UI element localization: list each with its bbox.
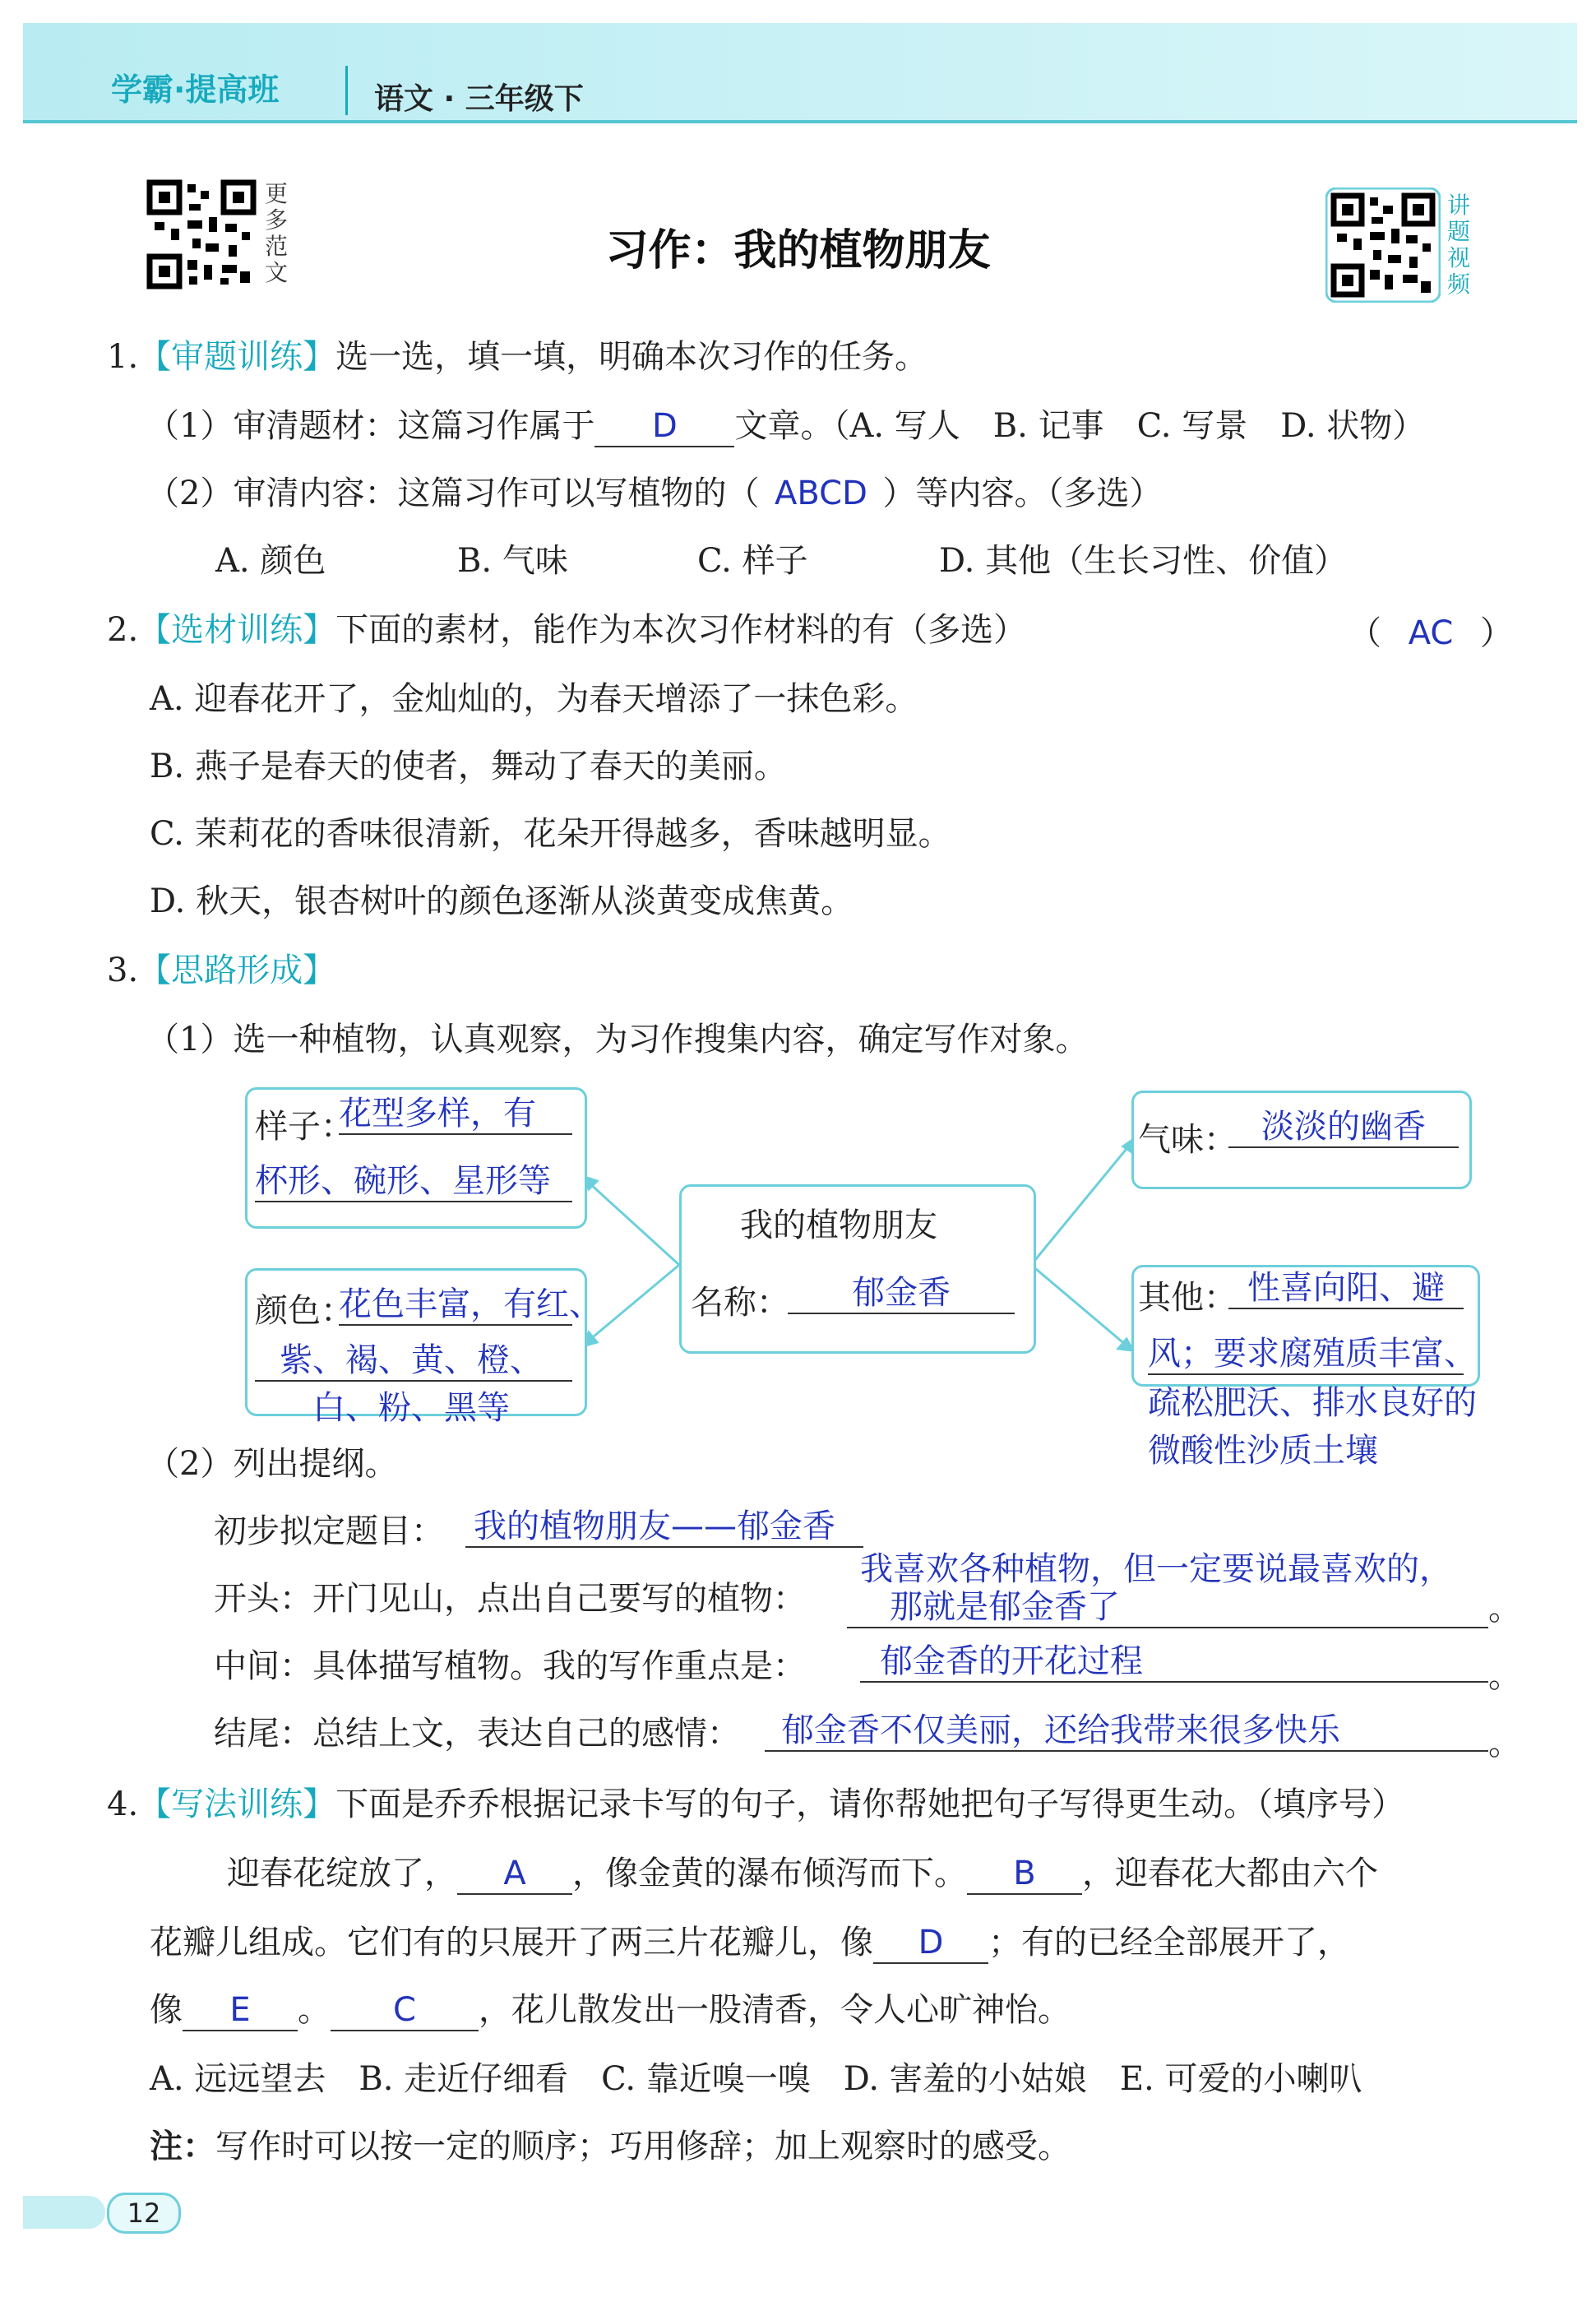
q1-option-d: D. 其他（生长习性、价值）: [939, 542, 1348, 580]
q4-text-6: 像: [150, 1991, 183, 2029]
color-answer-line3[interactable]: 白、粉、黑等: [312, 1389, 510, 1427]
other-label: 其他：: [1138, 1279, 1237, 1317]
q4-blank-4[interactable]: E: [183, 1990, 298, 2031]
q4-sentence-line1: [227, 1854, 1378, 1895]
q4-text-4: 花瓣儿组成。它们有的只展开了两三片花瓣儿，像: [150, 1924, 873, 1961]
q4-text-7: 。: [298, 1991, 331, 2029]
subject-label: 语文 · 三年级下: [374, 82, 584, 116]
q3-part2: （2）列出提纲。: [146, 1445, 398, 1483]
connector-to-shape: [589, 1183, 679, 1265]
other-answer-line2[interactable]: 风；要求腐殖质丰富、: [1148, 1334, 1464, 1375]
q2-text: 下面的素材，能作为本次习作材料的有（多选）: [335, 611, 1027, 649]
outline-opening-answer-line1[interactable]: 我喜欢各种植物，但一定要说最喜欢的，: [860, 1550, 1452, 1588]
q4-text-1: 迎春花绽放了，: [227, 1855, 457, 1892]
q4-choices: A. 远远望去 B. 走近仔细看 C. 靠近嗅一嗅 D. 害羞的小姑娘 E. 可爱的小喇叭: [150, 2060, 1362, 2098]
lecture-video-label: 讲题视频: [1447, 192, 1471, 298]
page-number-band: [23, 2196, 105, 2229]
q2-option-a: A. 迎春花开了，金灿灿的，为春天增添了一抹色彩。: [150, 680, 918, 718]
outline-opening-answer-line2[interactable]: 那就是郁金香了: [847, 1587, 1488, 1628]
note-label: 注：: [150, 2128, 215, 2165]
q1-tag: 【审题训练】: [138, 338, 336, 376]
q4-sentence-line3: [150, 1990, 1071, 2031]
color-answer-line2[interactable]: 紫、褐、黄、橙、: [255, 1341, 572, 1382]
q4-text-8: ，花儿散发出一股清香，令人心旷神怡。: [479, 1991, 1071, 2029]
other-answer-line3[interactable]: 疏松肥沃、排水良好的: [1148, 1384, 1477, 1422]
shape-label: 样子：: [255, 1108, 354, 1146]
q2-option-c: C. 茉莉花的香味很清新，花朵开得越多，香味越明显。: [150, 815, 951, 853]
q4-stem: [107, 1785, 1404, 1824]
q4-text-3: ，迎春花大都由六个: [1082, 1855, 1378, 1892]
note-text: 写作时可以按一定的顺序；巧用修辞；加上观察时的感受。: [215, 2128, 1071, 2165]
q4-blank-3[interactable]: D: [873, 1923, 988, 1964]
color-answer-line1[interactable]: 花色丰富，有红、: [339, 1285, 572, 1326]
q1-part1-options: 文章。（A. 写人 B. 记事 C. 写景 D. 状物）: [734, 407, 1426, 445]
page-title: 习作：我的植物朋友: [605, 226, 991, 276]
connector-to-other: [1031, 1265, 1126, 1345]
more-essays-label: 更多范文: [265, 180, 289, 286]
q2-paren-right: ）: [1480, 614, 1513, 652]
shape-answer-line1[interactable]: 花型多样，有: [339, 1094, 572, 1135]
q1-part2-answer[interactable]: ABCD: [775, 475, 867, 512]
q3-part1: （1）选一种植物，认真观察，为习作搜集内容，确定写作对象。: [146, 1021, 1089, 1058]
q2-paren-left: （: [1349, 614, 1381, 652]
outline-opening-label: 开头：开门见山，点出自己要写的植物：: [214, 1580, 806, 1618]
connector-to-smell: [1031, 1145, 1130, 1265]
q4-text-5: ；有的已经全部展开了，: [988, 1924, 1350, 1961]
center-name-label: 名称：: [691, 1284, 789, 1322]
outline-middle-answer[interactable]: 郁金香的开花过程: [860, 1642, 1488, 1683]
shape-answer-line2[interactable]: 杯形、碗形、星形等: [255, 1161, 572, 1202]
center-name-answer[interactable]: 郁金香: [788, 1273, 1015, 1314]
outline-title-label: 初步拟定题目：: [214, 1512, 444, 1550]
q1-option-b: B. 气味: [457, 542, 568, 580]
q4-note: [150, 2127, 1071, 2166]
outline-opening-period: 。: [1488, 1590, 1521, 1628]
outline-middle-period: 。: [1488, 1657, 1521, 1695]
q2-number: 2.: [107, 611, 139, 649]
smell-answer[interactable]: 淡淡的幽香: [1228, 1107, 1459, 1148]
q4-blank-5[interactable]: C: [331, 1990, 479, 2031]
q4-sentence-line2: [150, 1923, 1350, 1964]
connector-to-color: [589, 1265, 679, 1341]
outline-title-answer[interactable]: 我的植物朋友——郁金香: [465, 1507, 863, 1548]
brand-logo-text: 学霸·提高班: [111, 72, 280, 108]
other-answer-line1[interactable]: 性喜向阳、避: [1228, 1268, 1464, 1309]
other-answer-line4[interactable]: 微酸性沙质土壤: [1148, 1432, 1378, 1470]
q2-option-b: B. 燕子是春天的使者，舞动了春天的美丽。: [150, 748, 787, 785]
q1-number: 1.: [107, 338, 139, 376]
outline-ending-label: 结尾：总结上文，表达自己的感情：: [214, 1715, 740, 1753]
q1-text: 选一选，填一填，明确本次习作的任务。: [335, 338, 928, 376]
q1-part2-prompt: （2）审清内容：这篇习作可以写植物的（: [146, 475, 760, 512]
q4-blank-2[interactable]: B: [967, 1854, 1082, 1895]
q1-option-a: A. 颜色: [215, 542, 326, 580]
color-label: 颜色：: [255, 1292, 354, 1330]
q4-text-2: ，像金黄的瀑布倾泻而下。: [572, 1855, 967, 1892]
outline-ending-period: 。: [1488, 1725, 1521, 1762]
outline-ending-answer[interactable]: 郁金香不仅美丽，还给我带来很多快乐: [765, 1711, 1488, 1752]
q3-tag: 【思路形成】: [138, 952, 336, 989]
q3-number: 3.: [107, 952, 139, 989]
q1-part1-prompt: （1）审清题材：这篇习作属于: [146, 407, 595, 445]
q4-blank-1[interactable]: A: [457, 1854, 572, 1895]
q1-part2-suffix: ）等内容。（多选）: [882, 475, 1163, 512]
q2-option-d: D. 秋天，银杏树叶的颜色逐渐从淡黄变成焦黄。: [150, 882, 854, 920]
q2-tag: 【选材训练】: [138, 611, 336, 649]
q2-answer[interactable]: AC: [1408, 614, 1454, 652]
page-number: 12: [107, 2193, 181, 2234]
q4-text: 下面是乔乔根据记录卡写的句子，请你帮她把句子写得更生动。（填序号）: [335, 1785, 1405, 1823]
q1-option-c: C. 样子: [697, 542, 808, 580]
q1-part1-answer[interactable]: D: [594, 406, 734, 447]
q4-tag: 【写法训练】: [138, 1785, 336, 1823]
outline-middle-label: 中间：具体描写植物。我的写作重点是：: [214, 1647, 806, 1685]
smell-label: 气味：: [1138, 1121, 1237, 1159]
center-title: 我的植物朋友: [740, 1206, 937, 1244]
q4-number: 4.: [107, 1785, 139, 1823]
